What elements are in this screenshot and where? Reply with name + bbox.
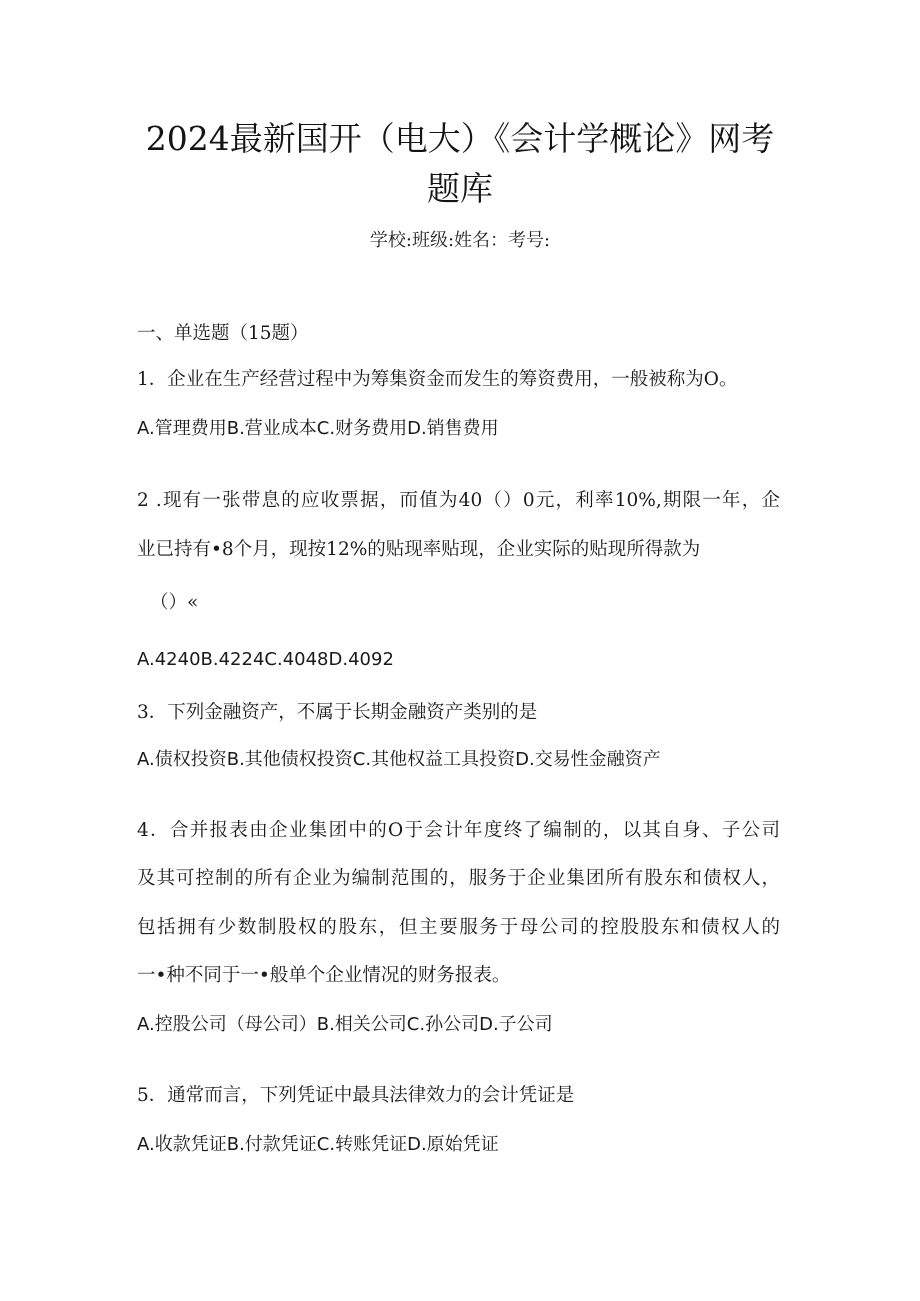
question-2-text-line-2: 业已持有•8个月，现按12%的贴现率贴现，企业实际的贴现所得款为 <box>137 539 701 560</box>
question-2-text-line-1: 2 .现有一张带息的应收票据，而值为40（）0元，利率10%,期限一年，企 <box>137 490 780 511</box>
question-4-options: A.控股公司（母公司）B.相关公司C.孙公司D.子公司 <box>137 1014 553 1035</box>
section-heading: 一、单选题（15题） <box>137 323 309 344</box>
question-5-options: A.收款凭证B.付款凭证C.转账凭证D.原始凭证 <box>137 1134 499 1155</box>
question-2-text-line-3: （）« <box>150 592 199 613</box>
document-title-line-1: 2024最新国开（电大）《会计学概论》网考 <box>145 119 775 158</box>
question-4-text-line-3: 包括拥有少数制股权的股东，但主要服务于母公司的控股股东和债权人的 <box>137 917 780 938</box>
document-title-line-2: 题库 <box>427 169 493 208</box>
question-5-text: 5．通常而言，下列凭证中最具法律效力的会计凭证是 <box>137 1085 575 1106</box>
question-2-options: A.4240B.4224C.4048D.4092 <box>137 649 394 670</box>
question-4-text-line-2: 及其可控制的所有企业为编制范围的，服务于企业集团所有股东和债权人， <box>137 868 780 889</box>
question-4-text-line-1: 4．合并报表由企业集团中的O于会计年度终了编制的，以其自身、子公司 <box>137 820 780 841</box>
student-info-line: 学校:班级:姓名：考号: <box>369 230 551 251</box>
question-3-text: 3．下列金融资产，不属于长期金融资产类别的是 <box>137 702 538 723</box>
question-4-text-line-4: 一•种不同于一•般单个企业情况的财务报表。 <box>137 965 511 986</box>
question-3-options: A.债权投资B.其他债权投资C.其他权益工具投资D.交易性金融资产 <box>137 749 661 770</box>
question-1-options: A.管理费用B.营业成本C.财务费用D.销售费用 <box>137 418 499 439</box>
question-1-text: 1．企业在生产经营过程中为筹集资金而发生的筹资费用，一般被称为O。 <box>137 369 738 390</box>
